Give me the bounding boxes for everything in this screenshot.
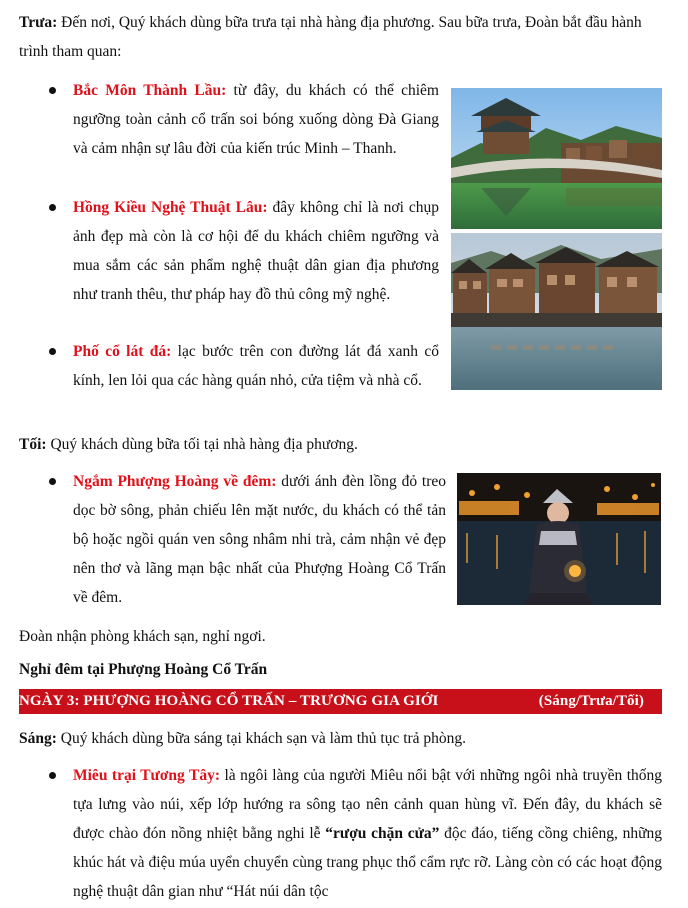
bullet-icon	[49, 772, 56, 779]
list-item	[73, 193, 439, 309]
day3-banner	[19, 689, 662, 714]
attraction-description-a: là ngôi làng của người Miêu nổi bật với những ngôi nhà truyền thống tựa lưng vào núi, xếp lớp hướng ra sông tạo nên cảnh quan hùng vĩ. Đến đây, du khách sẽ được chào đón nồng nhiệt bằng nghi lễ	[73, 767, 663, 842]
breakfast-label: Sáng:	[19, 730, 57, 747]
bullet-icon	[49, 204, 56, 211]
bridge-river-photo	[451, 88, 662, 229]
lunch-paragraph	[19, 8, 662, 66]
attraction-description: lạc bước trên con đường lát đá xanh cổ kính, len lỏi qua các hàng quán nhỏ, cửa tiệm và nhà cổ.	[73, 343, 440, 389]
attraction-title: Phố cổ lát đá:	[73, 343, 172, 360]
list-item	[73, 467, 446, 612]
attraction-title: Ngắm Phượng Hoàng về đêm:	[73, 473, 277, 490]
day3-title: NGÀY 3: PHƯỢNG HOÀNG CỔ TRẤN – TRƯƠNG GIA GIỚI	[19, 693, 439, 709]
list-item	[73, 761, 662, 906]
attraction-title: Miêu trại Tương Tây:	[73, 767, 221, 784]
overnight-heading: Nghỉ đêm tại Phượng Hoàng Cổ Trấn	[19, 661, 268, 678]
breakfast-text: Quý khách dùng bữa sáng tại khách sạn và làm thủ tục trả phòng.	[56, 730, 467, 747]
breakfast-paragraph	[19, 724, 662, 753]
lunch-text: Đến nơi, Quý khách dùng bữa trưa tại nhà hàng địa phương. Sau bữa trưa, Đoàn bắt đầu hành trình tham quan:	[19, 14, 642, 60]
checkin-paragraph: Đoàn nhận phòng khách sạn, nghỉ ngơi.	[19, 628, 266, 645]
list-item	[73, 76, 439, 163]
attraction-title: Hồng Kiều Nghệ Thuật Lâu:	[73, 199, 268, 216]
attraction-description-b: độc đáo, tiếng cồng chiêng, những khúc hát và điệu múa uyển chuyển cùng trang phục thổ cẩm rực rỡ. Làng còn có các hoạt động nghệ thuật dân gian như “Hát núi dân tộc	[73, 825, 662, 900]
attraction-description: đây không chỉ là nơi chụp ảnh đẹp mà còn là cơ hội để du khách chiêm ngưỡng và mua sắm các sản phẩm nghệ thuật dân gian địa phương như tranh thêu, thư pháp hay đồ thủ công mỹ nghệ.	[73, 199, 439, 303]
bullet-icon	[49, 348, 56, 355]
stilt-houses-photo	[451, 233, 662, 390]
day3-meals: (Sáng/Trưa/Tối)	[538, 693, 644, 709]
bullet-icon	[49, 478, 56, 485]
attraction-description: dưới ánh đèn lồng đỏ treo dọc bờ sông, phản chiếu lên mặt nước, du khách có thể tản bộ hoặc ngồi quán ven sông nhâm nhi trà, cảm nhận vẻ đẹp nên thơ và lãng mạn bậc nhất của Phượng Hoàng Cổ Trấn về đêm.	[73, 473, 446, 606]
bullet-icon	[49, 87, 56, 94]
attraction-emphasis: “rượu chặn cửa”	[325, 825, 440, 842]
dinner-text: Quý khách dùng bữa tối tại nhà hàng địa phương.	[46, 436, 358, 453]
attraction-title: Bắc Môn Thành Lầu:	[73, 82, 227, 99]
night-lantern-photo	[457, 473, 661, 605]
lunch-label: Trưa:	[19, 14, 58, 31]
attraction-description: từ đây, du khách có thể chiêm ngưỡng toàn cảnh cổ trấn soi bóng xuống dòng Đà Giang và cảm nhận sự lâu đời của kiến trúc Minh – Thanh.	[73, 82, 439, 157]
dinner-label: Tối:	[19, 436, 47, 453]
list-item	[73, 337, 439, 395]
dinner-paragraph	[19, 430, 662, 459]
